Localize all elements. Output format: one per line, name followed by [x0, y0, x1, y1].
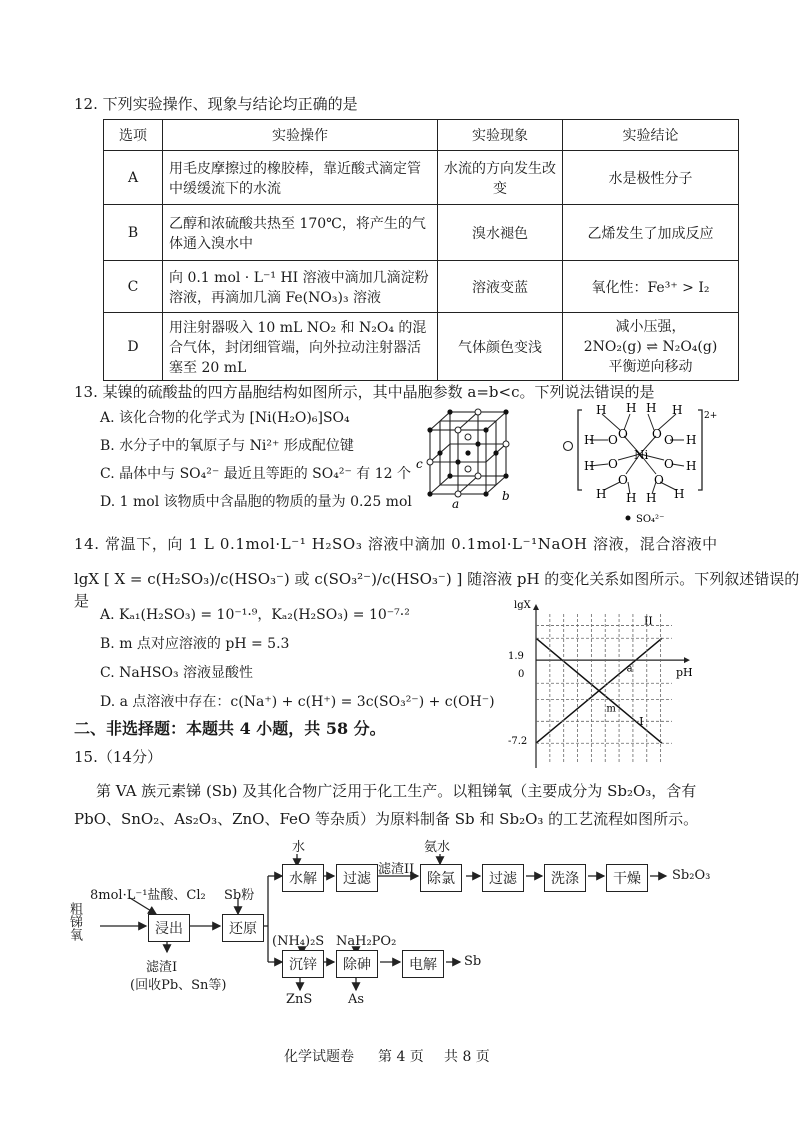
- row-conclusion: [563, 313, 739, 381]
- row-phenomenon: 气体颜色变浅: [438, 313, 563, 381]
- q15-paragraph-line2: PbO、SnO₂、As₂O₃、ZnO、FeO 等杂质）为原料制备 Sb 和 Sb₂O₃ 的工艺流程如图所示。: [74, 810, 699, 828]
- residue-ii-label: 滤渣II: [378, 862, 415, 877]
- footer-page: 第 4 页: [378, 1049, 424, 1065]
- process-flowchart: [60, 840, 740, 1020]
- row-operation: 向 0.1 mol · L⁻¹ HI 溶液中滴加几滴淀粉溶液，再滴加几滴 Fe(NO₃)₃ 溶液: [163, 261, 438, 313]
- y-tick-label: 1.9: [508, 651, 524, 662]
- q12-table: [103, 119, 739, 381]
- o-label: O: [664, 433, 674, 447]
- q14-option-c: C. NaHSO₃ 溶液显酸性: [100, 665, 254, 681]
- conclusion-line: 减小压强，: [615, 318, 686, 335]
- h-label: H: [596, 403, 607, 417]
- dry-step: 干燥: [606, 864, 648, 892]
- point-m-label: m: [606, 703, 616, 715]
- nickel-center-label: Ni: [634, 448, 649, 462]
- q12-stem: 12. 下列实验操作、现象与结论均正确的是: [74, 95, 358, 113]
- row-phenomenon: 溶液变蓝: [438, 261, 563, 313]
- x-axis-label: pH: [676, 666, 693, 679]
- section-heading: 二、非选择题：本题共 4 小题，共 58 分。: [74, 719, 386, 738]
- residue-i-note: (回收Pb、Sn等): [130, 978, 227, 993]
- table-header: 选项: [104, 120, 163, 151]
- x-axis-arrow: [684, 657, 690, 663]
- filter-step-2: 过滤: [482, 864, 524, 892]
- row-phenomenon: 水流的方向发生改变: [438, 151, 563, 205]
- q14-option-d: D. a 点溶液中存在：c(Na⁺) + c(H⁺) = 3c(SO₃²⁻) + c(OH⁻): [100, 694, 495, 710]
- zinc-precipitation-step: 沉锌: [282, 950, 324, 978]
- footer-subject: 化学试题卷: [284, 1049, 354, 1065]
- h-label: H: [674, 487, 685, 501]
- series-label-i: I: [639, 714, 644, 728]
- electrolysis-step: 电解: [402, 950, 444, 978]
- q14-option-b: B. m 点对应溶液的 pH = 5.3: [100, 636, 290, 652]
- row-operation: 用注射器吸入 10 mL NO₂ 和 N₂O₄ 的混合气体，封闭细管端，向外拉动注射器活塞至 20 mL: [163, 313, 438, 381]
- dechlorination-step: 除氯: [420, 864, 462, 892]
- y-tick-label: -7.2: [508, 736, 528, 747]
- row-option: D: [104, 313, 163, 381]
- q15-heading: 15.（14分）: [74, 748, 162, 766]
- table-row: [104, 151, 739, 205]
- table-header: 实验操作: [163, 120, 438, 151]
- conclusion-line: 平衡逆向移动: [608, 358, 693, 375]
- o-label: O: [618, 473, 628, 487]
- residue-i-label: 滤渣I: [146, 960, 178, 975]
- row-conclusion: 乙烯发生了加成反应: [563, 205, 739, 261]
- sodium-hypophosphite-label: NaH₂PO₂: [336, 934, 397, 949]
- y-axis-label: lgX: [514, 600, 531, 611]
- row-conclusion: 水是极性分子: [563, 151, 739, 205]
- h-label: H: [584, 459, 595, 473]
- ammonium-sulfide-label: (NH₄)₂S: [272, 934, 325, 949]
- wash-step: 洗涤: [544, 864, 586, 892]
- water-label: 水: [292, 840, 306, 855]
- q14-stem-line2: lgX [ X = c(H₂SO₃)/c(HSO₃⁻) 或 c(SO₃²⁻)/c(HSO₃⁻) ] 随溶液 pH 的变化关系如图所示。下列叙述错误的是: [74, 570, 800, 610]
- q13-option-b: B. 水分子中的氧原子与 Ni²⁺ 形成配位键: [100, 438, 354, 454]
- o-label: O: [654, 473, 664, 487]
- table-row: [104, 261, 739, 313]
- lgx-ph-chart: [506, 596, 706, 772]
- reduce-step: 还原: [222, 914, 264, 942]
- table-header: 实验现象: [438, 120, 563, 151]
- q13-option-c: C. 晶体中与 SO₄²⁻ 最近且等距的 SO₄²⁻ 有 12 个: [100, 466, 411, 482]
- o-label: O: [652, 427, 662, 441]
- h-label: H: [584, 433, 595, 447]
- axis-b-label: b: [502, 489, 510, 503]
- h-label: H: [626, 491, 637, 505]
- h-label: H: [646, 491, 657, 505]
- raw-material-label: 粗锑氧: [67, 902, 82, 941]
- hydrolysis-step: 水解: [282, 864, 324, 892]
- row-option: B: [104, 205, 163, 261]
- o-label: O: [608, 433, 618, 447]
- arsenic-removal-step: 除砷: [336, 950, 378, 978]
- ammonia-label: 氨水: [424, 840, 451, 855]
- o-label: O: [608, 457, 618, 471]
- q13-stem: 13. 某镍的硫酸盐的四方晶胞结构如图所示，其中晶胞参数 a=b<c。下列说法错误的是: [74, 383, 655, 401]
- q14-stem-line1: 14. 常温下，向 1 L 0.1mol·L⁻¹ H₂SO₃ 溶液中滴加 0.1mol·L⁻¹NaOH 溶液，混合溶液中: [74, 535, 718, 553]
- series-label-ii: II: [644, 614, 653, 628]
- q13-option-d: D. 1 mol 该物质中含晶胞的物质的量为 0.25 mol: [100, 494, 412, 510]
- footer-total: 共 8 页: [444, 1049, 490, 1065]
- nickel-complex-figure: [560, 402, 725, 524]
- conclusion-line: 2NO₂(g) ⇌ N₂O₄(g): [583, 338, 718, 355]
- row-phenomenon: 溴水褪色: [438, 205, 563, 261]
- o-label: O: [664, 457, 674, 471]
- q13-option-a: A. 该化合物的化学式为 [Ni(H₂O)₆]SO₄: [100, 410, 350, 426]
- h-label: H: [646, 402, 657, 415]
- h-label: H: [626, 402, 637, 415]
- axis-c-label: c: [416, 457, 423, 471]
- point-a-label: a: [626, 663, 633, 675]
- h-label: H: [686, 459, 697, 473]
- table-row: [104, 313, 739, 381]
- y-tick-label: 0: [518, 669, 525, 680]
- axis-a-label: a: [452, 497, 460, 510]
- filter-step-1: 过滤: [336, 864, 378, 892]
- unit-cell-figure: [412, 402, 522, 510]
- h-label: H: [686, 433, 697, 447]
- zns-label: ZnS: [286, 992, 313, 1007]
- q15-paragraph-line1: 第 VA 族元素锑 (Sb) 及其化合物广泛用于化工生产。以粗锑氧（主要成分为 Sb₂O₃，含有: [96, 782, 697, 800]
- row-conclusion: 氧化性：Fe³⁺ > I₂: [563, 261, 739, 313]
- sb-powder-label: Sb粉: [224, 888, 255, 903]
- leach-step: 浸出: [148, 914, 190, 942]
- table-header: 实验结论: [563, 120, 739, 151]
- o-label: O: [618, 427, 628, 441]
- row-operation: 用毛皮摩擦过的橡胶棒，靠近酸式滴定管中缓缓流下的水流: [163, 151, 438, 205]
- complex-charge: 2+: [704, 411, 718, 421]
- h-label: H: [596, 487, 607, 501]
- row-operation: 乙醇和浓硫酸共热至 170℃，将产生的气体通入溴水中: [163, 205, 438, 261]
- sb-product: Sb: [464, 954, 482, 969]
- reagents-label: 8mol·L⁻¹盐酸、Cl₂: [90, 888, 206, 903]
- as-label: As: [348, 992, 365, 1007]
- q14-option-a: A. Kₐ₁(H₂SO₃) = 10⁻¹·⁹，Kₐ₂(H₂SO₃) = 10⁻⁷·²: [100, 607, 410, 623]
- sulfate-legend-label: SO₄²⁻: [636, 514, 665, 524]
- sb2o3-product: Sb₂O₃: [672, 868, 711, 883]
- row-option: C: [104, 261, 163, 313]
- h-label: H: [672, 403, 683, 417]
- table-row: [104, 205, 739, 261]
- row-option: A: [104, 151, 163, 205]
